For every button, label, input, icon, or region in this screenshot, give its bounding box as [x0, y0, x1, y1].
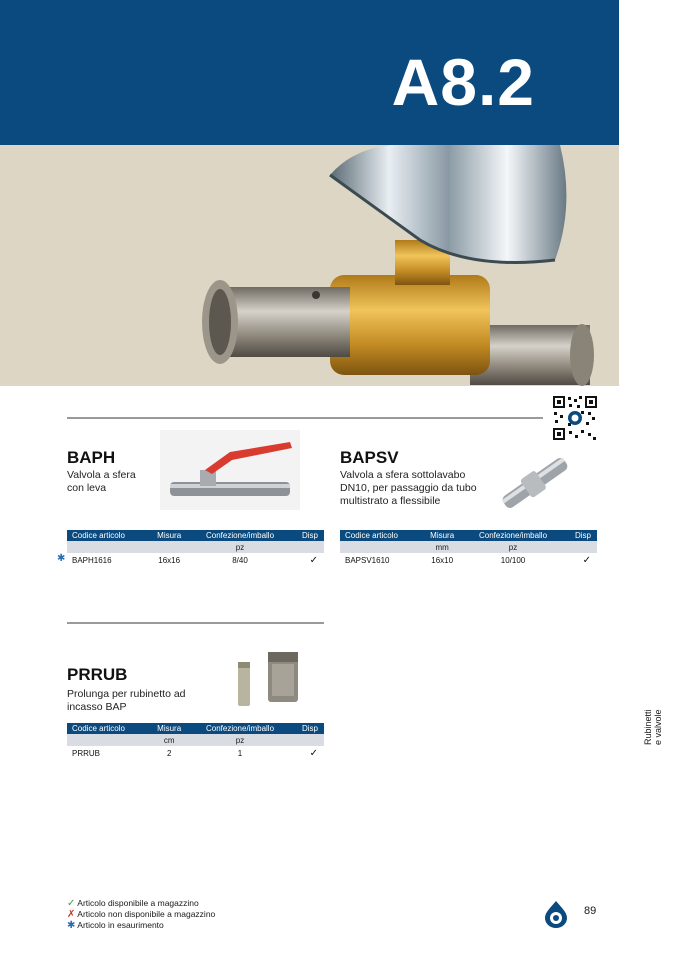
description-line: con leva	[67, 482, 107, 494]
size-cell: 16x10	[431, 556, 454, 565]
under-sink-valve-icon	[492, 448, 578, 518]
unit-cell	[290, 541, 324, 553]
availability-icon: ✓	[582, 555, 591, 566]
unit-cell: cm	[148, 734, 190, 746]
section-divider	[67, 622, 324, 624]
col-header: Misura	[148, 723, 190, 734]
size-cell: 16x16	[158, 556, 181, 565]
description-line: Valvola a sfera sottolavabo	[340, 469, 466, 481]
legend-text: Articolo in esaurimento	[77, 920, 164, 930]
col-header: Codice articolo	[67, 530, 148, 541]
product-description-prrub	[67, 688, 186, 714]
brand-logo-icon	[543, 900, 569, 928]
table-row	[67, 553, 324, 568]
availability-legend	[67, 898, 215, 931]
article-code: PRRUB	[72, 749, 101, 758]
description-line: incasso BAP	[67, 701, 127, 713]
col-header: Misura	[148, 530, 190, 541]
side-label-line: Rubinetti	[643, 709, 653, 745]
unit-cell	[563, 541, 597, 553]
availability-icon: ✓	[309, 555, 318, 566]
side-label-line: e valvole	[653, 709, 663, 745]
description-line: multistrato a flessibile	[340, 495, 441, 507]
unit-cell: pz	[463, 541, 563, 553]
spec-table-bapsv	[340, 530, 597, 568]
product-title-bapsv: BAPSV	[340, 448, 399, 467]
unit-cell	[290, 734, 324, 746]
page-number: 89	[584, 905, 597, 917]
product-image-bapsv	[492, 448, 578, 518]
product-description-baph	[67, 469, 136, 495]
cross-icon: ✗	[67, 909, 76, 920]
col-header: Confezione/imballo	[190, 530, 290, 541]
check-icon: ✓	[67, 898, 76, 909]
legend-item	[67, 920, 215, 931]
section-divider	[67, 417, 543, 419]
article-code: BAPH1616	[72, 556, 112, 565]
article-code: BAPSV1610	[345, 556, 390, 565]
legend-text: Articolo non disponibile a magazzino	[77, 909, 216, 919]
unit-cell: mm	[421, 541, 463, 553]
table-row	[67, 746, 324, 761]
unit-cell	[67, 541, 148, 553]
unit-cell: pz	[190, 541, 290, 553]
qr-code-icon[interactable]	[552, 395, 598, 441]
hero-image	[0, 145, 619, 386]
size-cell: 2	[166, 749, 172, 758]
description-line: DN10, per passaggio da tubo	[340, 482, 477, 494]
product-description-bapsv	[340, 469, 477, 508]
unit-cell	[148, 541, 190, 553]
out-of-stock-marker-icon: ✱	[57, 553, 66, 564]
product-title-baph: BAPH	[67, 448, 116, 467]
pack-cell: 1	[237, 749, 243, 758]
description-line: Prolunga per rubinetto ad	[67, 688, 186, 700]
spec-table-prrub	[67, 723, 324, 761]
col-header: Disp	[563, 530, 597, 541]
legend-text: Articolo disponibile a magazzino	[77, 898, 199, 908]
extension-fitting-icon	[232, 650, 304, 712]
description-line: Valvola a sfera	[67, 469, 136, 481]
product-image-prrub	[232, 650, 304, 712]
section-code: A8.2	[391, 45, 535, 119]
asterisk-icon: ✱	[67, 920, 76, 931]
col-header: Codice articolo	[340, 530, 421, 541]
header-band	[0, 0, 619, 145]
col-header: Confezione/imballo	[190, 723, 290, 734]
unit-cell: pz	[190, 734, 290, 746]
unit-cell	[67, 734, 148, 746]
pack-cell: 8/40	[232, 556, 248, 565]
col-header: Confezione/imballo	[463, 530, 563, 541]
table-row	[340, 553, 597, 568]
col-header: Disp	[290, 530, 324, 541]
col-header: Misura	[421, 530, 463, 541]
legend-item	[67, 898, 215, 909]
spec-table-baph	[67, 530, 324, 568]
product-title-prrub: PRRUB	[67, 665, 128, 684]
legend-item	[67, 909, 215, 920]
ball-valve-lever-icon	[160, 430, 300, 510]
pack-cell: 10/100	[500, 556, 526, 565]
side-category-label	[643, 665, 663, 745]
col-header: Codice articolo	[67, 723, 148, 734]
unit-cell	[340, 541, 421, 553]
valve-photo	[0, 145, 619, 386]
product-image-baph	[160, 430, 300, 510]
col-header: Disp	[290, 723, 324, 734]
availability-icon: ✓	[309, 748, 318, 759]
